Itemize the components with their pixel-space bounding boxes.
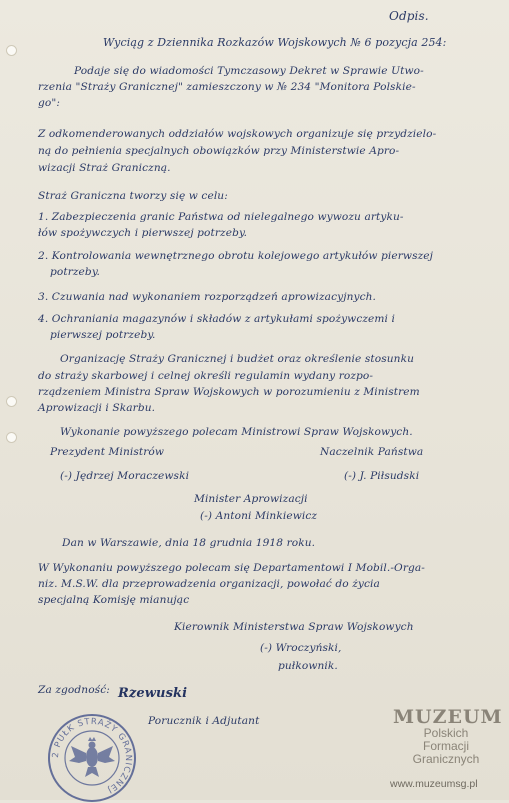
body-line: wizacji Straż Graniczną. <box>38 162 171 174</box>
body-line: Organizację Straży Granicznej i budżet oraz określenie stosunku <box>60 353 415 365</box>
signatory-left-name: (-) Jędrzej Moraczewski <box>60 470 190 482</box>
closing-rank: pułkownik. <box>278 660 338 672</box>
body-line: rządzeniem Ministra Spraw Wojskowych w porozumieniu z Ministrem <box>38 386 420 398</box>
signatory-right-title: Naczelnik Państwa <box>320 446 424 458</box>
signatory-left-title: Prezydent Ministrów <box>50 446 165 458</box>
body-line: potrzeby. <box>50 266 100 278</box>
watermark-url: www.muzeumsg.pl <box>390 778 478 790</box>
adjutant-title: Porucznik i Adjutant <box>148 715 260 727</box>
handwritten-signature: Rzewuski <box>118 686 188 701</box>
binder-hole <box>6 396 17 407</box>
stamp-text: 2 PUŁK STRAŻY GRANICZNEJ <box>50 716 134 796</box>
body-line: Aprowizacji i Skarbu. <box>38 402 156 414</box>
watermark-line: Formacji <box>422 739 469 753</box>
order-line: W Wykonaniu powyższego polecam się Departamentowi I Mobil.-Orga- <box>38 562 425 574</box>
body-line: Wykonanie powyższego polecam Ministrowi Spraw Wojskowych. <box>60 426 413 438</box>
order-line: niz. M.S.W. dla przeprowadzenia organizacji, powołać do życia <box>38 578 380 590</box>
date-line: Dan w Warszawie, dnia 18 grudnia 1918 roku. <box>62 537 316 549</box>
watermark-line: Granicznych <box>412 752 480 766</box>
signatory-right-name: (-) J. Piłsudski <box>344 470 420 482</box>
for-copy-label: Za zgodność: <box>38 684 110 696</box>
eagle-icon <box>69 737 115 777</box>
signatory-center-name: (-) Antoni Minkiewicz <box>200 510 318 522</box>
watermark-line: Polskich <box>423 726 469 740</box>
binder-hole <box>6 432 17 443</box>
body-line: Straż Graniczna tworzy się w celu: <box>38 190 228 202</box>
body-line: 3. Czuwania nad wykonaniem rozporządzeń aprowizacyjnych. <box>38 291 377 303</box>
body-line: 1. Zabezpieczenia granic Państwa od nielegalnego wywozu artyku- <box>38 211 404 223</box>
signatory-center-title: Minister Aprowizacji <box>194 493 308 505</box>
copy-label: Odpis. <box>389 9 429 23</box>
body-line: 2. Kontrolowania wewnętrznego obrotu kolejowego artykułów pierwszej <box>38 250 434 262</box>
body-line: ną do pełnienia specjalnych obowiązków przy Ministerstwie Apro- <box>38 145 400 157</box>
binder-hole <box>6 45 17 56</box>
body-line: go": <box>38 97 61 109</box>
body-line: Z odkomenderowanych oddziałów wojskowych organizuje się przydzielo- <box>38 128 437 140</box>
closing-head: Kierownik Ministerstwa Spraw Wojskowych <box>174 621 414 633</box>
document-title: Wyciąg z Dziennika Rozkazów Wojskowych № 6 pozycja 254: <box>103 36 447 49</box>
body-line: Podaje się do wiadomości Tymczasowy Dekret w Sprawie Utwo- <box>74 65 424 77</box>
body-line: do straży skarbowej i celnej określi regulamin wydany rozpo- <box>38 370 374 382</box>
closing-name: (-) Wroczyński, <box>260 642 342 654</box>
body-line: rzenia "Straży Granicznej" zamieszczony w № 234 "Monitora Polskie- <box>38 81 416 93</box>
body-line: pierwszej potrzeby. <box>50 329 156 341</box>
watermark-title: MUZEUM <box>393 706 503 728</box>
museum-watermark <box>393 706 503 766</box>
order-line: specjalną Komisję mianując <box>38 594 190 606</box>
body-line: łów spożywczych i pierwszej potrzeby. <box>38 227 248 239</box>
body-line: 4. Ochraniania magazynów i składów z artykułami spożywczemi i <box>38 313 396 325</box>
unit-stamp <box>47 713 137 803</box>
